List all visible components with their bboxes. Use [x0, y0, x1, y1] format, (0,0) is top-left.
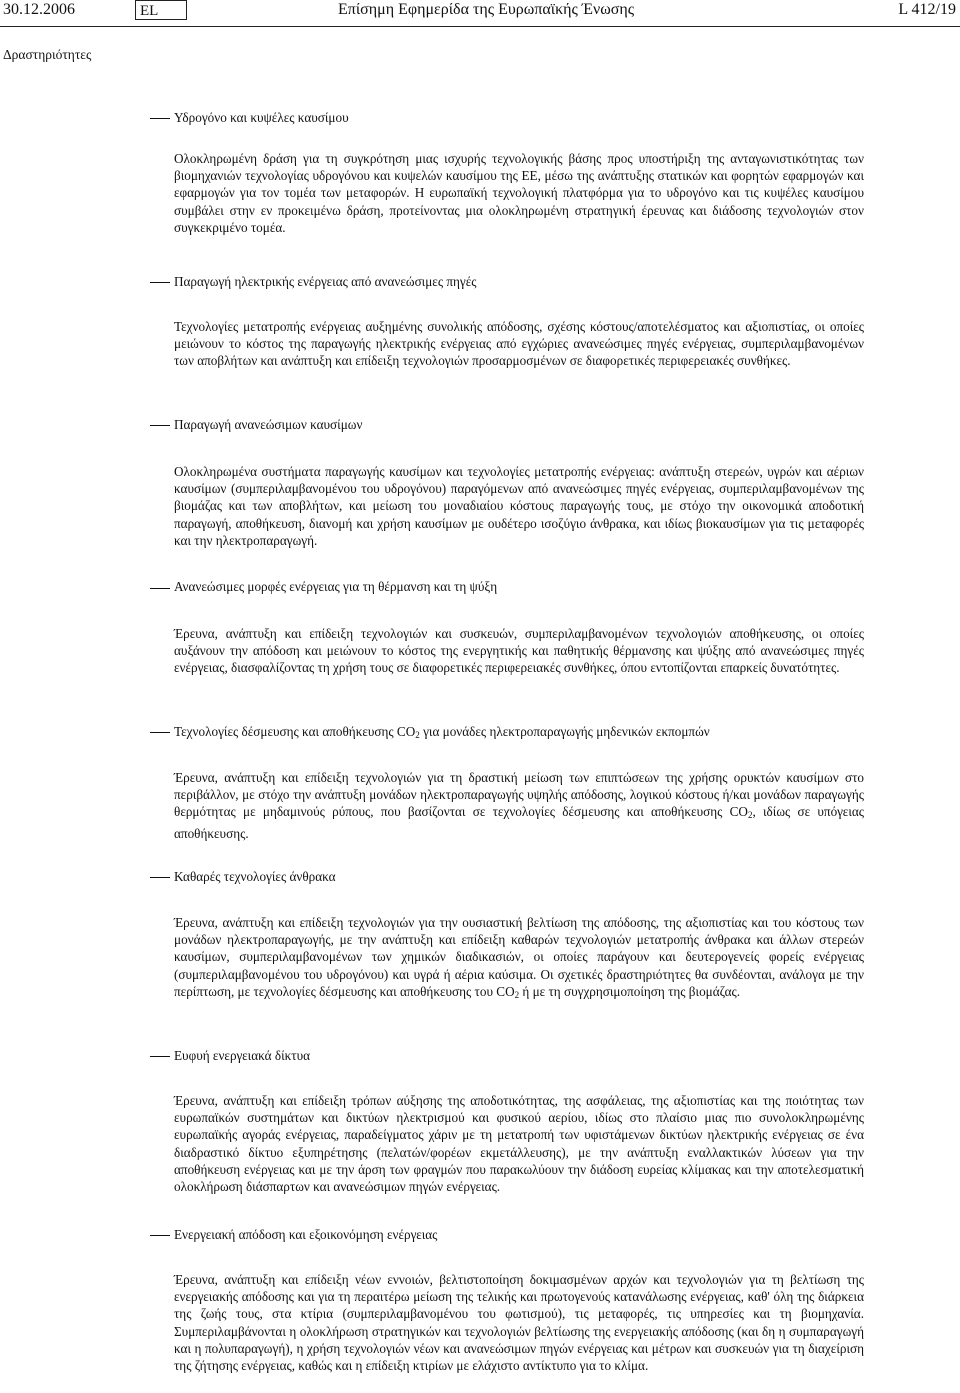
- item-title: Ευφυή ενεργειακά δίκτυα: [174, 1048, 311, 1063]
- item-title: Παραγωγή ανανεώσιμων καυσίμων: [174, 417, 363, 432]
- item-dash: [150, 588, 170, 589]
- subscript: 2: [747, 810, 753, 821]
- item-title: Ενεργειακή απόδοση και εξοικονόμηση ενέργειας: [174, 1227, 438, 1242]
- item-dash: [150, 425, 170, 426]
- item-title: Υδρογόνο και κυψέλες καυσίμου: [174, 110, 349, 125]
- item-title: Παραγωγή ηλεκτρικής ενέργειας από ανανεώσιμες πηγές: [174, 274, 477, 289]
- item-paragraph: Ολοκληρωμένα συστήματα παραγωγής καυσίμων και τεχνολογίες μετατροπής ενέργειας: ανάπτυξη στερεών, υγρών και αέριων καυσίμων (συμπεριλαμβανομένου του υδρογόνου) παραγόμενων από ανανεώσιμες πηγές ενέργειας, συμπεριλαμβανομένων της βιομάζας και των αποβλήτων, και μείωση του μοναδιαίου κόστους παραγωγής τους, με στόχο την οικονομικά αποδοτική παραγωγή, αποθήκευση, διανομή και χρήση καυσίμων με ουδέτερο ισοζύγιο άνθρακα, και ιδίως βιοκαυσίμων για τις μεταφορές και την ηλεκτροπαραγωγή.: [174, 464, 864, 548]
- paragraph-text: , ιδίως σε υπόγειας αποθήκευσης.: [174, 804, 865, 841]
- item-title: Καθαρές τεχνολογίες άνθρακα: [174, 869, 336, 884]
- paragraph-text: ή με τη συγχρησιμοποίηση της βιομάζας.: [519, 983, 741, 999]
- list-item: [174, 868, 864, 885]
- list-item: [174, 273, 864, 290]
- list-item: [174, 109, 864, 126]
- list-item: [174, 723, 864, 744]
- item-dash: [150, 1235, 170, 1236]
- journal-title: Επίσημη Εφημερίδα της Ευρωπαϊκής Ένωσης: [338, 1, 635, 18]
- item-title: Ανανεώσιμες μορφές ενέργειας για τη θέρμανση και τη ψύξη: [174, 579, 498, 594]
- item-paragraph: [174, 914, 864, 1004]
- item-paragraph: Έρευνα, ανάπτυξη και επίδειξη νέων εννοιών, βελτιστοποίηση δοκιμασμένων αρχών και τεχνολογιών για τη βελτίωση της ενεργειακής απόδοσης και για τη περαιτέρω μείωση της τελικής και πρωτογενούς κατανάλωσης ενέργειας, καθ' όλη της διάρκεια της ζωής τους, στα κτίρια (συμπεριλαμβανομένου του φωτισμού), τις μεταφορές, τις υπηρεσίες και τη βιομηχανία. Συμπεριλαμβάνονται η ολοκλήρωση στρατηγικών και τεχνολογιών βελτίωσης της ενεργειακής απόδοσης (και δη η συμπαραγωγή και η πολυπαραγωγή), η χρήση τεχνολογιών νέων και ανανεώσιμων πηγών ενέργειας και μέτρων και συσκευών για τη διαχείριση της ζήτησης ενέργειας, καθώς και η επίδειξη κτιρίων με ελάχιστο αντίκτυπο για το κλίμα.: [174, 1272, 864, 1374]
- item-paragraph: Ολοκληρωμένη δράση για τη συγκρότηση μιας ισχυρής τεχνολογικής βάσης προς υποστήριξη της ανταγωνιστικότητας των βιομηχανιών τεχνολογίας υδρογόνου και κυψελών καυσίμου της ΕΕ, μέσω της ανάπτυξης στατικών και φορητών εφαρμογών και εφαρμογών για τον τομέα των μεταφορών. Η ευρωπαϊκή τεχνολογική πλατφόρμα για το υδρογόνο και τις κυψέλες καυσίμου συμβάλει στην εν προκειμένω δράση, προτείνοντας μια ολοκληρωμένη στρατηγική έρευνας και διάδοσης τεχνολογιών στον συγκεκριμένο τομέα.: [174, 151, 864, 235]
- item-dash: [150, 1056, 170, 1057]
- item-paragraph: [174, 769, 864, 842]
- list-item: [174, 1226, 864, 1243]
- item-dash: [150, 732, 170, 733]
- item-dash: [150, 118, 170, 119]
- header-date: 30.12.2006: [3, 1, 75, 18]
- paragraph-text: Έρευνα, ανάπτυξη και επίδειξη τεχνολογιών για την ουσιαστική βελτίωση της απόδοσης, της αξιοπιστίας και του κόστους των μονάδων ηλεκτροπαραγωγής, με την ανάπτυξη και επίδειξη καθαρών τεχνολογιών μετατροπής άνθρακα και άλλων στερεών καυσίμων, συμπεριλαμβανομένων των χημικών διαδικασιών, οι οποίες παράγουν και δευτερογενείς φορείς ενέργειας (συμπεριλαμβανομένου του υδρογόνου) και υγρά ή αέρια καύσιμα. Οι σχετικές δραστηριότητες θα συνδέονται, ανάλογα με την περίπτωση, με τεχνολογίες δέσμευσης και αποθήκευσης του CO: [174, 915, 864, 999]
- item-title: [174, 723, 864, 744]
- subscript: 2: [415, 730, 420, 740]
- subscript: 2: [514, 989, 520, 1000]
- page-header: [0, 0, 960, 26]
- item-paragraph: Τεχνολογίες μετατροπής ενέργειας αυξημένης συνολικής απόδοσης, σχέσης κόστους/αποτελέσματος και αξιοπιστίας, οι οποίες μειώνουν το κόστος της παραγωγής ηλεκτρικής ενέργειας από εγχώριες ανανεώσιμες πηγές ενέργειας, συμπεριλαμβανομένων των αποβλήτων και ανάπτυξη και επίδειξη τεχνολογιών προσαρμοσμένων σε διαφορετικές περιφερειακές συνθήκες.: [174, 319, 864, 369]
- list-item: [174, 578, 864, 595]
- item-dash: [150, 282, 170, 283]
- item-paragraph: Έρευνα, ανάπτυξη και επίδειξη τεχνολογιών και συσκευών, συμπεριλαμβανομένων τεχνολογιών αποθήκευσης, οι οποίες αυξάνουν την απόδοση και μειώνουν το κόστος της ενεργητικής και παθητικής θέρμανσης και ψύξης από ανανεώσιμες πηγές ενέργειας, διασφαλίζοντας τη χρήση τους σε διαφορετικές περιφερειακές συνθήκες, όπου εντοπίζονται επαρκείς δυνατότητες.: [174, 626, 864, 676]
- header-divider: [0, 26, 960, 27]
- item-title-text: Τεχνολογίες δέσμευσης και αποθήκευσης CO: [174, 724, 416, 739]
- language-code-box: EL: [135, 0, 187, 20]
- list-item: [174, 1047, 864, 1064]
- item-dash: [150, 877, 170, 878]
- section-heading: Δραστηριότητες: [3, 47, 92, 62]
- paragraph-text: Έρευνα, ανάπτυξη και επίδειξη τεχνολογιών για τη δραστική μείωση των επιπτώσεων της χρήσης ορυκτών καυσίμων στο περιβάλλον, με στόχο την ανάπτυξη μονάδων ηλεκτροπαραγωγής υψηλής απόδοσης, λογικού κόστους ή/και μονάδων παραγωγής θερμότητας με μηδαμινούς ρύπους, που βασίζονται σε τεχνολογίες δέσμευσης και αποθήκευσης CO: [174, 770, 864, 820]
- item-paragraph: Έρευνα, ανάπτυξη και επίδειξη τρόπων αύξησης της αποδοτικότητας, της ασφάλειας, της αξιοπιστίας και της ποιότητας των ευρωπαϊκών συστημάτων και δικτύων ηλεκτρισμού και φυσικού αερίου, ιδίως στο πλαίσιο μιας πιο συνολοκληρωμένης ευρωπαϊκής αγοράς ενέργειας, παραδείγματος χάριν με τη μετατροπή των υφιστάμενων δικτύων ηλεκτρικής ενέργειας σε ένα διαδραστικό δίκτυο εξυπηρέτησης (πελατών/φορέων εκμετάλλευσης), με την ανάπτυξη εναλλακτικών λύσεων για την αποθήκευση ενέργειας και με την άρση των φραγμών που παρακωλύουν την διάδοση ευρείας κλίμακας και την αποτελεσματική ολοκλήρωση διάσπαρτων και ανανεώσιμων πηγών ενέργειας.: [174, 1093, 864, 1195]
- item-title-text: για μονάδες ηλεκτροπαραγωγής μηδενικών εκπομπών: [419, 724, 710, 739]
- list-item: [174, 416, 864, 433]
- page-number: L 412/19: [898, 1, 956, 18]
